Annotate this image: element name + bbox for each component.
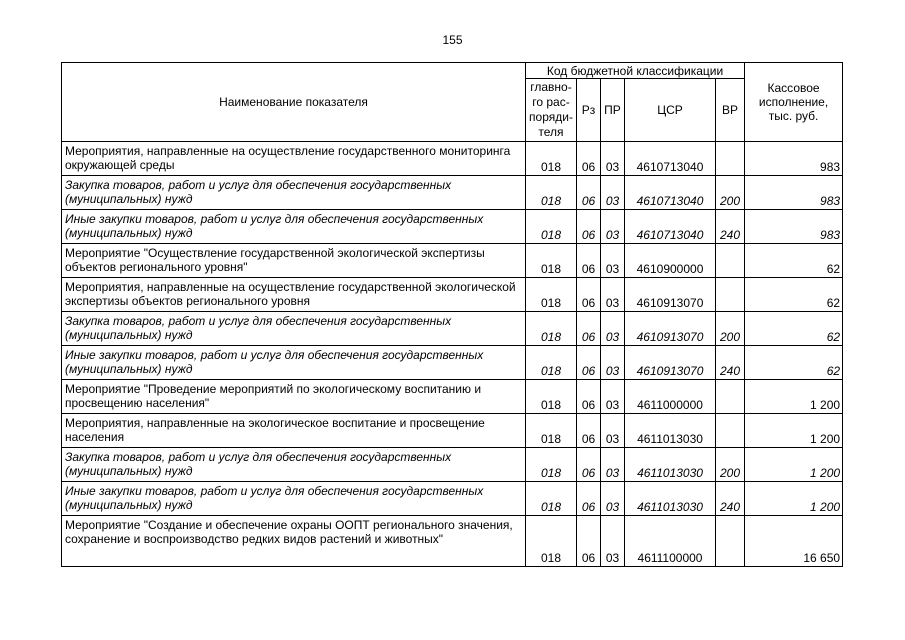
row-glav: 018 [526, 448, 577, 482]
row-rz: 06 [577, 380, 601, 414]
row-csr: 4610900000 [625, 244, 716, 278]
row-amount: 62 [745, 346, 843, 380]
row-pr: 03 [601, 278, 625, 312]
table-row [62, 380, 843, 414]
row-name: Иные закупки товаров, работ и услуг для обеспечения государственных (муниципальных) нужд [62, 346, 526, 380]
row-vr [716, 278, 745, 312]
table-row [62, 312, 843, 346]
table-row [62, 414, 843, 448]
row-rz: 06 [577, 312, 601, 346]
table-row [62, 244, 843, 278]
row-amount: 62 [745, 278, 843, 312]
row-name: Закупка товаров, работ и услуг для обеспечения государственных (муниципальных) нужд [62, 448, 526, 482]
row-amount: 1 200 [745, 448, 843, 482]
row-csr: 4610913070 [625, 278, 716, 312]
row-name: Закупка товаров, работ и услуг для обеспечения государственных (муниципальных) нужд [62, 312, 526, 346]
table-row [62, 210, 843, 244]
row-csr: 4611100000 [625, 516, 716, 567]
row-pr: 03 [601, 346, 625, 380]
row-amount: 1 200 [745, 414, 843, 448]
row-glav: 018 [526, 414, 577, 448]
row-pr: 03 [601, 312, 625, 346]
row-name: Мероприятие "Создание и обеспечение охраны ООПТ регионального значения, сохранение и воспроизводство редких видов растений и животных" [62, 516, 526, 567]
row-name: Мероприятие "Проведение мероприятий по экологическому воспитанию и просвещению населения" [62, 380, 526, 414]
row-pr: 03 [601, 516, 625, 567]
row-csr: 4611013030 [625, 414, 716, 448]
row-amount: 1 200 [745, 380, 843, 414]
page-number: 155 [442, 33, 463, 47]
row-name: Мероприятия, направленные на осуществление государственного мониторинга окружающей среды [62, 142, 526, 176]
row-amount: 983 [745, 210, 843, 244]
table-row [62, 142, 843, 176]
row-rz: 06 [577, 346, 601, 380]
row-amount: 983 [745, 176, 843, 210]
row-glav: 018 [526, 244, 577, 278]
budget-table [61, 62, 843, 567]
row-amount: 16 650 [745, 516, 843, 567]
header-pr: ПР [601, 79, 625, 142]
header-name: Наименование показателя [62, 63, 526, 142]
row-csr: 4610713040 [625, 176, 716, 210]
row-vr: 200 [716, 312, 745, 346]
row-vr: 240 [716, 346, 745, 380]
table-header [62, 63, 843, 142]
table-row [62, 346, 843, 380]
row-pr: 03 [601, 142, 625, 176]
row-glav: 018 [526, 142, 577, 176]
table-row [62, 482, 843, 516]
header-rz: Рз [577, 79, 601, 142]
row-rz: 06 [577, 210, 601, 244]
header-csr: ЦСР [625, 79, 716, 142]
table-row [62, 448, 843, 482]
row-vr [716, 244, 745, 278]
table-row [62, 516, 843, 567]
row-vr: 240 [716, 210, 745, 244]
row-pr: 03 [601, 414, 625, 448]
row-vr [716, 142, 745, 176]
row-csr: 4610713040 [625, 210, 716, 244]
row-glav: 018 [526, 346, 577, 380]
row-name: Мероприятия, направленные на осуществление государственной экологической экспертизы объектов регионального уровня [62, 278, 526, 312]
header-glav: главно-го рас-поряди-теля [526, 79, 577, 142]
row-csr: 4610913070 [625, 312, 716, 346]
row-name: Закупка товаров, работ и услуг для обеспечения государственных (муниципальных) нужд [62, 176, 526, 210]
row-csr: 4610913070 [625, 346, 716, 380]
row-vr [716, 516, 745, 567]
row-vr [716, 414, 745, 448]
row-name: Мероприятие "Осуществление государственной экологической экспертизы объектов регионального уровня" [62, 244, 526, 278]
row-rz: 06 [577, 448, 601, 482]
row-glav: 018 [526, 516, 577, 567]
row-glav: 018 [526, 312, 577, 346]
row-csr: 4611013030 [625, 482, 716, 516]
row-name: Мероприятия, направленные на экологическое воспитание и просвещение населения [62, 414, 526, 448]
table-row [62, 176, 843, 210]
row-rz: 06 [577, 516, 601, 567]
row-name: Иные закупки товаров, работ и услуг для обеспечения государственных (муниципальных) нужд [62, 210, 526, 244]
header-code-group: Код бюджетной классификации [526, 63, 745, 79]
row-pr: 03 [601, 176, 625, 210]
row-rz: 06 [577, 414, 601, 448]
row-csr: 4610713040 [625, 142, 716, 176]
row-rz: 06 [577, 176, 601, 210]
row-pr: 03 [601, 244, 625, 278]
row-pr: 03 [601, 210, 625, 244]
row-amount: 62 [745, 312, 843, 346]
row-glav: 018 [526, 176, 577, 210]
row-glav: 018 [526, 380, 577, 414]
row-vr: 200 [716, 448, 745, 482]
row-rz: 06 [577, 482, 601, 516]
row-vr: 200 [716, 176, 745, 210]
row-vr: 240 [716, 482, 745, 516]
table-row [62, 278, 843, 312]
row-pr: 03 [601, 448, 625, 482]
row-glav: 018 [526, 278, 577, 312]
row-pr: 03 [601, 380, 625, 414]
row-name: Иные закупки товаров, работ и услуг для обеспечения государственных (муниципальных) нужд [62, 482, 526, 516]
row-vr [716, 380, 745, 414]
row-rz: 06 [577, 278, 601, 312]
row-amount: 62 [745, 244, 843, 278]
row-amount: 1 200 [745, 482, 843, 516]
row-pr: 03 [601, 482, 625, 516]
row-glav: 018 [526, 482, 577, 516]
row-csr: 4611000000 [625, 380, 716, 414]
row-rz: 06 [577, 244, 601, 278]
row-rz: 06 [577, 142, 601, 176]
row-amount: 983 [745, 142, 843, 176]
row-glav: 018 [526, 210, 577, 244]
header-vr: ВР [716, 79, 745, 142]
table-body [62, 142, 843, 567]
header-amount: Кассовое исполнение, тыс. руб. [745, 63, 843, 142]
row-csr: 4611013030 [625, 448, 716, 482]
